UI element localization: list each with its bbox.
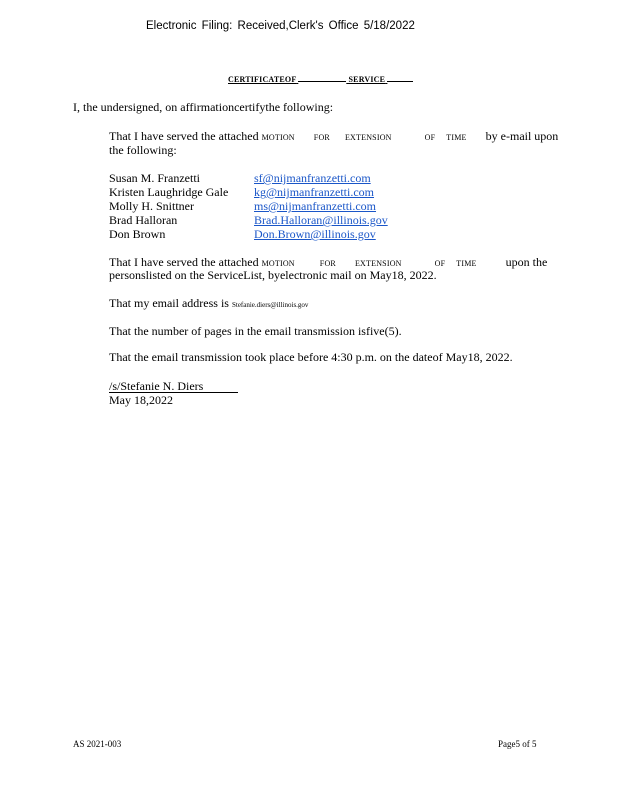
service-list-row [109, 213, 388, 227]
signature: /s/Stefanie N. Diers [109, 379, 204, 393]
recipient-name: Don Brown [109, 227, 166, 241]
recipient-email-link[interactable]: Brad.Halloran@illinois.gov [254, 213, 388, 227]
recipient-email-link[interactable]: ms@nijmanfranzetti.com [254, 199, 377, 213]
service-paragraph-2-line2: personslisted on the ServiceList, byelectronic mail on May18, 2022. [109, 268, 437, 282]
footer-page-number: Page5 of 5 [498, 739, 537, 749]
intro-statement: I, the undersigned, on affirmationcertifythe following: [73, 100, 334, 114]
recipient-name: Susan M. Franzetti [109, 171, 200, 185]
certificate-title-right: SERVICE [348, 75, 386, 84]
certificate-title-left: CERTIFICATEOF [228, 75, 297, 84]
sender-email: Stefanie.diers@illinois.gov [231, 301, 309, 309]
recipient-email-link[interactable]: kg@nijmanfranzetti.com [254, 185, 375, 199]
signature-date: May 18,2022 [109, 393, 173, 407]
transmission-time-statement: That the email transmission took place before 4:30 p.m. on the dateof May18, 2022. [109, 350, 513, 364]
service-list [109, 171, 388, 241]
recipient-name: Brad Halloran [109, 213, 178, 227]
filing-stamp: Electronic Filing: Received,Clerk's Office 5/18/2022 [146, 20, 415, 32]
recipient-email-link[interactable]: Don.Brown@illinois.gov [254, 227, 376, 241]
footer-case-number: AS 2021-003 [73, 739, 122, 749]
service-list-row [109, 185, 388, 199]
certificate-title [228, 75, 413, 84]
service-paragraph-1: That I have served the attached MOTION FOR EXTENSION OF TIME by e-mail upon [109, 129, 559, 143]
service-paragraph-2: That I have served the attached MOTION FOR EXTENSION OF TIME upon the [109, 255, 548, 269]
email-address-statement: That my email address is Stefanie.diers@illinois.gov [109, 296, 309, 310]
service-list-row [109, 227, 388, 241]
service-list-row [109, 171, 388, 185]
service-paragraph-1-line2: the following: [109, 143, 177, 157]
recipient-email-link[interactable]: sf@nijmanfranzetti.com [254, 171, 371, 185]
page-count-statement: That the number of pages in the email transmission isfive(5). [109, 324, 402, 338]
recipient-name: Kristen Laughridge Gale [109, 185, 229, 199]
service-list-row [109, 199, 388, 213]
recipient-name: Molly H. Snittner [109, 199, 195, 213]
